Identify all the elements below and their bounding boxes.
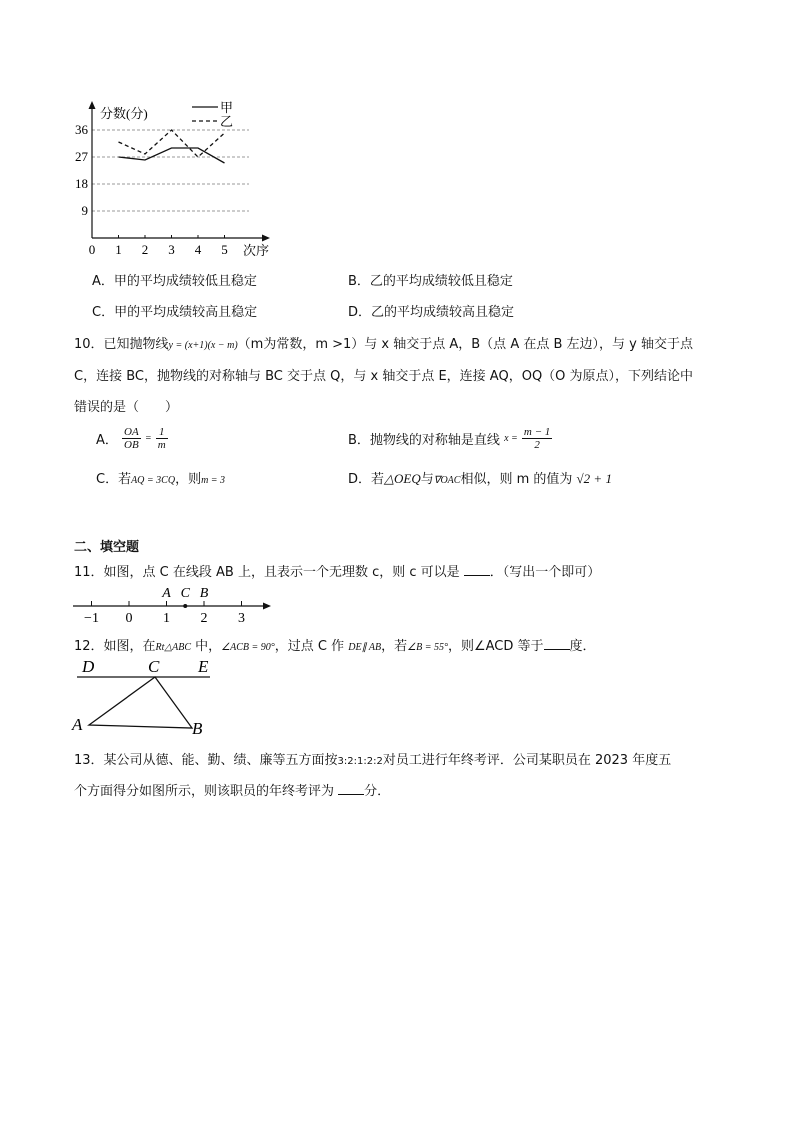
- y-axis-label: 分数(分): [100, 106, 148, 121]
- q12-triangle-figure: [68, 655, 218, 740]
- x-tick-label: 3: [168, 242, 175, 257]
- series-line-1: [119, 148, 225, 163]
- q11-text: 11．如图，点 C 在线段 AB 上，且表示一个无理数 c，则 c 可以是 ．（写出一个即可）: [74, 565, 601, 580]
- y-tick-label: 36: [75, 122, 88, 137]
- y-axis-arrow: [89, 101, 96, 109]
- q11-answer-blank[interactable]: [464, 564, 490, 576]
- q13-answer-blank[interactable]: [338, 783, 364, 795]
- q9-option-a: A．甲的平均成绩较低且稳定: [92, 274, 257, 289]
- q10-option-d: D．若△OEQ与∇OAC相似，则 m 的值为 √2 + 1: [348, 471, 612, 487]
- q9-option-c: C．甲的平均成绩较高且稳定: [92, 305, 258, 320]
- number-line-tick-label: −1: [84, 611, 99, 624]
- legend-label-2: 乙: [220, 114, 234, 129]
- label-e: E: [198, 657, 209, 676]
- x-axis-label: 次序: [243, 243, 270, 258]
- series-line-2: [119, 130, 225, 157]
- q9-option-b: B．乙的平均成绩较低且稳定: [348, 274, 513, 289]
- point-label-a: A: [162, 586, 171, 601]
- q12-text: 12．如图，在Rt△ABC 中，∠ACB = 90°，过点 C 作 DE∥ AB，若∠B = 55°，则∠ACD 等于 度．: [74, 639, 596, 654]
- q10-option-c: C．若AQ = 3CQ，则m = 3: [96, 472, 226, 487]
- label-b: B: [192, 719, 203, 738]
- point-label-c: C: [180, 586, 190, 601]
- label-c: C: [148, 657, 160, 676]
- y-tick-label: 18: [75, 176, 88, 191]
- q10-line-2: C，连接 BC，抛物线的对称轴与 BC 交于点 Q，与 x 轴交于点 E，连接 AQ，OQ（O 为原点），下列结论中: [74, 369, 694, 384]
- origin-label: 0: [88, 242, 96, 257]
- q11-number-line: [70, 582, 275, 624]
- label-a: A: [72, 715, 83, 734]
- point-c-dot: [183, 604, 187, 608]
- q13-line-1: 13．某公司从德、能、勤、绩、廉等五方面按3:2:1:2:2对员工进行年终考评．公司某职员在 2023 年度五: [74, 753, 672, 768]
- x-axis-arrow: [262, 235, 270, 242]
- x-tick-label: 5: [221, 242, 228, 257]
- number-line-tick-label: 3: [238, 611, 245, 624]
- section-title: 二、填空题: [74, 540, 140, 555]
- x-tick-label: 4: [194, 242, 202, 257]
- label-d: D: [82, 657, 95, 676]
- y-tick-label: 9: [81, 203, 88, 218]
- number-line-tick-label: 1: [163, 611, 170, 624]
- q10-line-1: 10．已知抛物线y = (x+1)(x − m)（m为常数，m >1）与 x 轴交于点 A，B（点 A 在点 B 左边），与 y 轴交于点: [74, 337, 693, 352]
- q10-line-3: 错误的是（ ）: [74, 400, 179, 415]
- triangle-abc: [89, 677, 192, 728]
- q9-option-d: D．乙的平均成绩较高且稳定: [348, 305, 515, 320]
- q12-answer-blank[interactable]: [544, 638, 570, 650]
- q9-line-chart: [60, 95, 285, 265]
- number-line-tick-label: 0: [125, 611, 133, 624]
- number-line-tick-label: 2: [200, 611, 208, 624]
- legend-label-1: 甲: [220, 100, 234, 115]
- x-tick-label: 1: [115, 242, 122, 257]
- x-tick-label: 2: [141, 242, 149, 257]
- point-label-b: B: [199, 586, 209, 601]
- q13-line-2: 个方面得分如图所示，则该职员的年终考评为 分．: [74, 784, 391, 799]
- y-tick-label: 27: [75, 149, 88, 164]
- q10-option-a: A． $\frac{OA}{OB}$ = $\frac{1}{m}$: [96, 426, 166, 451]
- q10-option-b: B．抛物线的对称轴是直线 x = $\frac{m - 1}{2}$: [348, 426, 551, 451]
